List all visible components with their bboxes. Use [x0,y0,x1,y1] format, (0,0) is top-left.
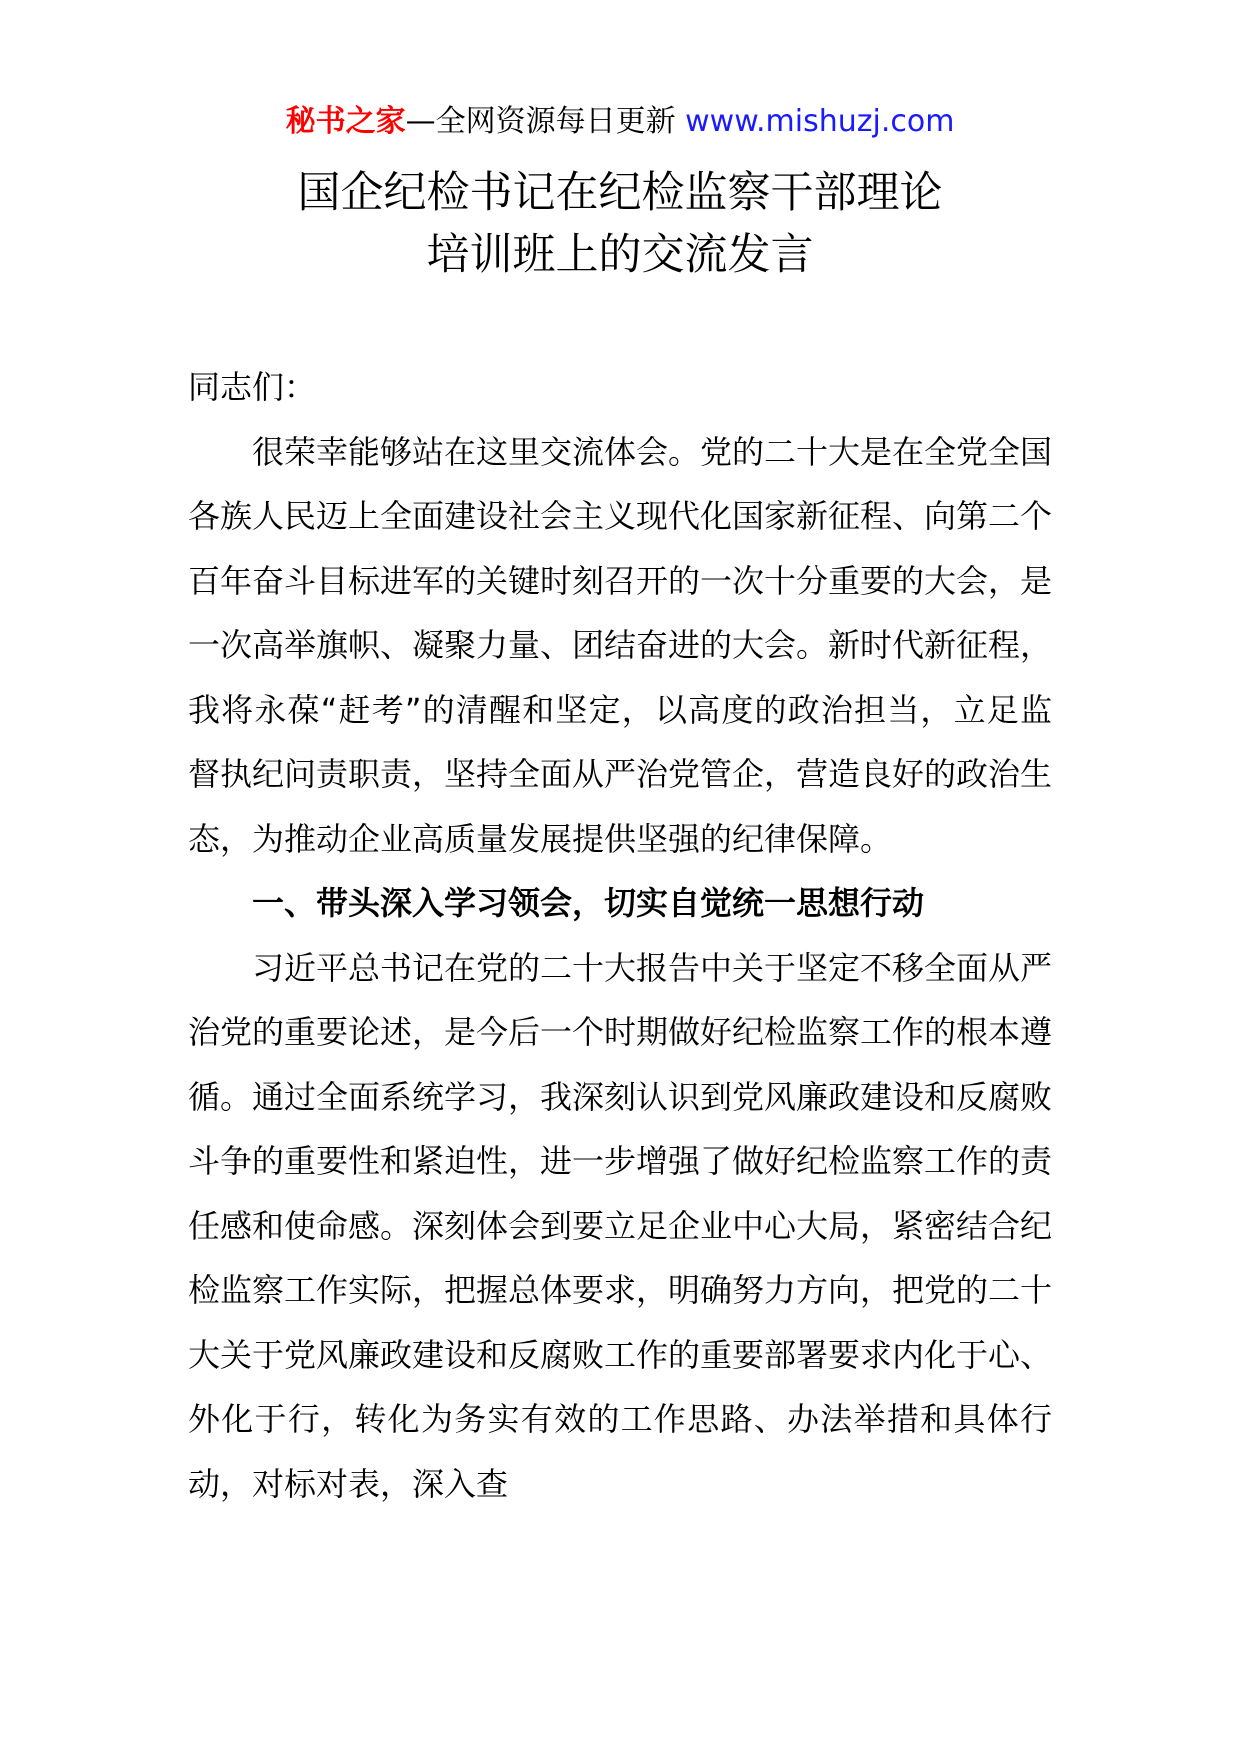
site-header [0,100,1240,144]
site-url-link[interactable]: www.mishuzj.com [685,104,955,139]
salutation: 同志们： [188,368,317,406]
document-title-line-1: 国企纪检书记在纪检监察干部理论 [297,168,943,218]
document-title-line-2: 培训班上的交流发言 [426,230,814,280]
paragraph-intro: 很荣幸能够站在这里交流体会。党的二十大是在全党全国各族人民迈上全面建设社会主义现代化国家新征程、向第二个百年奋斗目标进军的关键时刻召开的一次十分重要的大会，是一次高举旗帜、凝聚力量、团结奋进的大会。新时代新征程，我将永葆“赶考”的清醒和坚定，以高度的政治担当，立足监督执纪问责职责，坚持全面从严治党管企，营造良好的政治生态，为推动企业高质量发展提供坚强的纪律保障。 [188,432,1053,858]
site-brand: 秘书之家 [285,104,406,139]
document-body [188,355,1052,1516]
site-tagline: —全网资源每日更新 [405,104,676,139]
document-title [0,162,1240,286]
paragraph-section-1: 习近平总书记在党的二十大报告中关于坚定不移全面从严治党的重要论述，是今后一个时期做好纪检监察工作的根本遵循。通过全面系统学习，我深刻认识到党风廉政建设和反腐败斗争的重要性和紧迫性，进一步增强了做好纪检监察工作的责任感和使命感。深刻体会到要立足企业中心大局，紧密结合纪检监察工作实际，把握总体要求，明确努力方向，把党的二十大关于党风廉政建设和反腐败工作的重要部署要求内化于心、外化于行，转化为务实有效的工作思路、办法举措和具体行动，对标对表，深入查 [188,948,1053,1503]
section-heading-1: 一、带头深入学习领会，切实自觉统一思想行动 [252,884,925,922]
